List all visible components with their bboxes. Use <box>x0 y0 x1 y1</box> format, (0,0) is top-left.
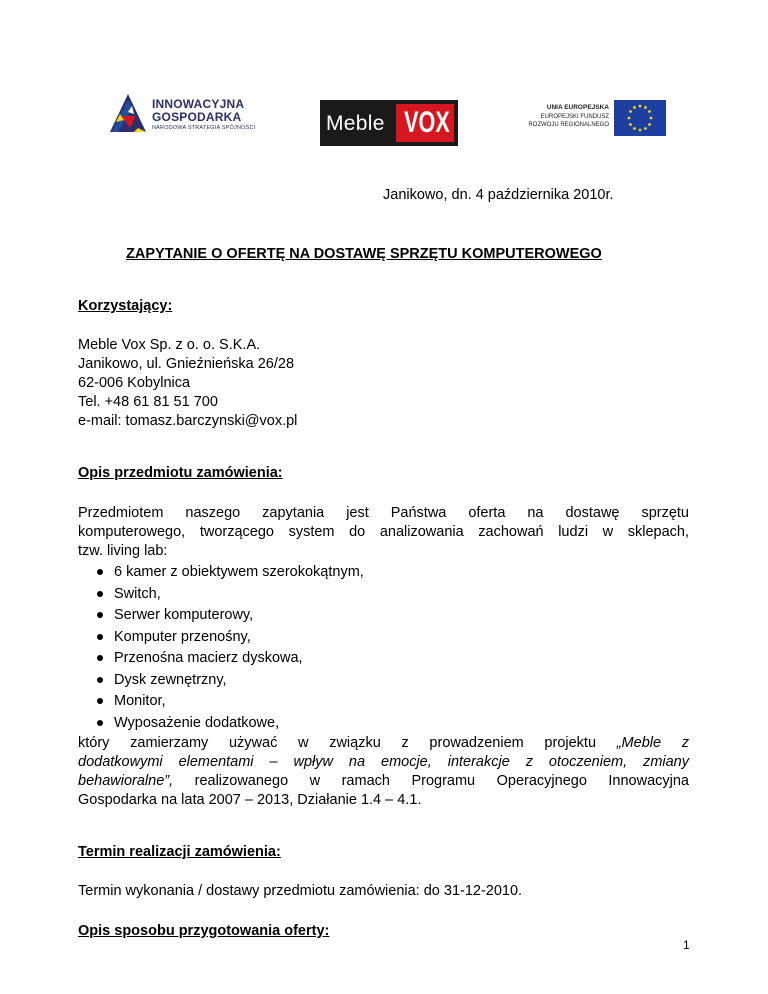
bullet-icon <box>97 655 103 661</box>
project-text: który zamierzamy używać w związku z prowadzeniem projektu <box>78 735 617 751</box>
bullet-icon <box>97 569 103 575</box>
project-title-text: behawioralne”, <box>78 773 174 789</box>
bullet-icon <box>97 634 103 640</box>
list-item-text: Switch, <box>114 585 161 602</box>
logo-vox-box <box>396 104 454 142</box>
list-item-text: Serwer komputerowy, <box>114 607 254 623</box>
section-heading-sposob: Opis sposobu przygotowania oferty: <box>78 923 330 939</box>
logo-text-line1: INNOWACYJNA <box>152 97 245 111</box>
eu-text-line3: ROZWOJU REGIONALNEGO <box>528 122 609 128</box>
section-heading-opis: Opis przedmiotu zamówienia: <box>78 465 283 481</box>
intro-line: Przedmiotem naszego zapytania jest Państwa oferta na dostawę sprzętu <box>78 505 689 521</box>
eu-flag-icon <box>614 100 666 136</box>
email-line: e-mail: tomasz.barczynski@vox.pl <box>78 413 298 429</box>
project-text: realizowanego w ramach Programu Operacyjnego Innowacyjna <box>173 773 689 789</box>
list-item-text: Przenośna macierz dyskowa, <box>114 650 303 666</box>
project-line: Gospodarka na lata 2007 – 2013, Działanie 1.4 – 4.1. <box>78 792 422 808</box>
address-line: Meble Vox Sp. z o. o. S.K.A. <box>78 337 261 353</box>
project-line <box>78 734 689 752</box>
phone-line: Tel. +48 61 81 51 700 <box>78 394 218 410</box>
list-item-text: 6 kamer z obiektywem szerokokątnym, <box>114 564 364 580</box>
intro-line: komputerowego, tworzącego system do analizowania zachowań ludzi w sklepach, <box>78 524 689 540</box>
innowacyjna-gospodarka-logo <box>108 92 268 140</box>
project-title-text: „Meble z <box>616 735 689 751</box>
list-item-text: Wyposażenie dodatkowe, <box>114 714 280 731</box>
section-heading-korzystajacy: Korzystający: <box>78 298 173 314</box>
eu-text-line1: UNIA EUROPEJSKA <box>546 104 609 111</box>
bullet-icon <box>97 591 103 597</box>
list-item-text: Dysk zewnętrzny, <box>114 671 227 688</box>
logo-text-line3: NARODOWA STRATEGIA SPÓJNOŚCI <box>152 125 256 131</box>
eu-fund-logo <box>511 100 671 140</box>
bullet-icon <box>97 698 103 704</box>
section-heading-termin: Termin realizacji zamówienia: <box>78 844 281 860</box>
document-title: ZAPYTANIE O OFERTĘ NA DOSTAWĘ SPRZĘTU KOMPUTEROWEGO <box>126 246 602 262</box>
bullet-icon <box>97 612 103 618</box>
page-number: 1 <box>683 938 690 952</box>
project-line <box>78 772 689 790</box>
logo-text-line2: GOSPODARKA <box>152 110 242 124</box>
bullet-icon <box>97 677 103 683</box>
logo-vox-text: VOX <box>404 106 450 139</box>
meble-vox-logo <box>320 100 458 146</box>
list-item-text: Komputer przenośny, <box>114 628 251 645</box>
project-title-text: dodatkowymi elementami – wpływ na emocje, interakcje z otoczeniem, zmiany <box>78 754 689 770</box>
intro-line: tzw. living lab: <box>78 543 168 559</box>
list-item-text: Monitor, <box>114 693 166 709</box>
eu-text-line2: EUROPEJSKI FUNDUSZ <box>540 114 609 120</box>
date-line: Janikowo, dn. 4 października 2010r. <box>383 187 614 203</box>
deadline-text: Termin wykonania / dostawy przedmiotu zamówienia: do 31-12-2010. <box>78 883 523 899</box>
project-line <box>78 753 689 771</box>
innowacyjna-flag-icon <box>108 92 150 136</box>
address-line: Janikowo, ul. Gnieźnieńska 26/28 <box>78 356 295 372</box>
bullet-icon <box>97 720 103 726</box>
address-line: 62-006 Kobylnica <box>78 375 191 391</box>
logo-meble-text: Meble <box>326 112 385 135</box>
